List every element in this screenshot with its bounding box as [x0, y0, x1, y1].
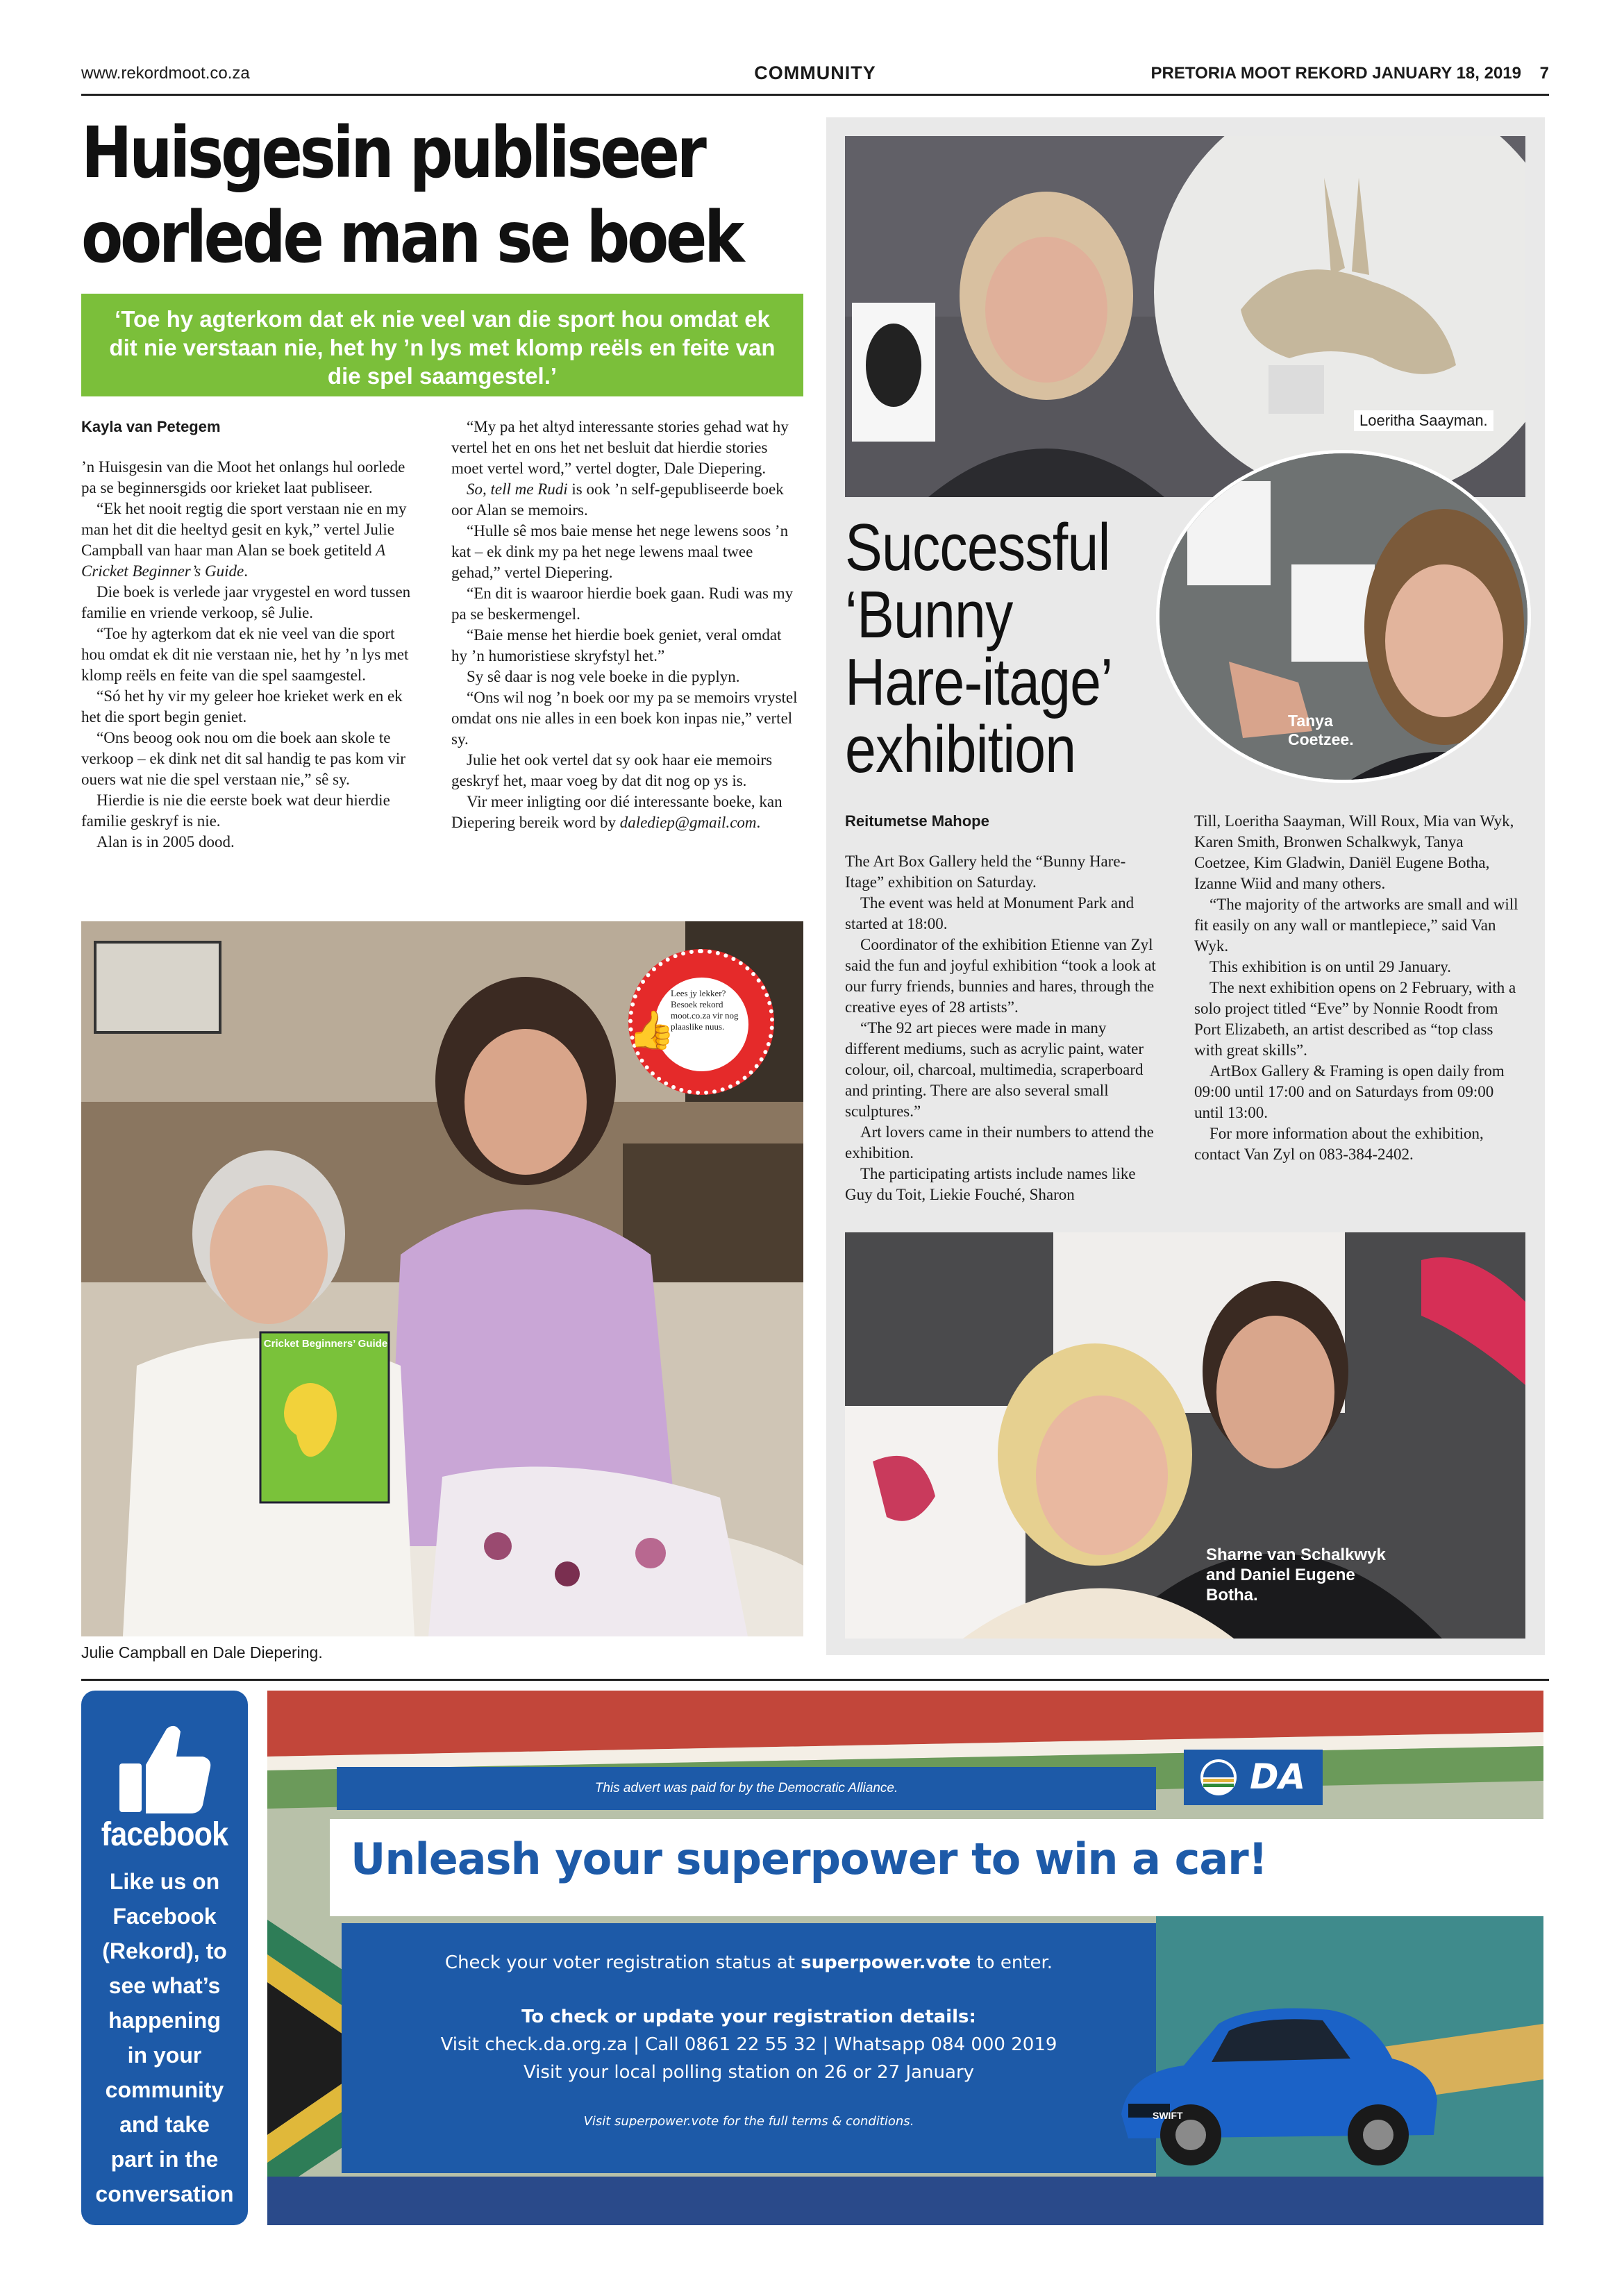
caption-loeritha: Loeritha Saayman. [1354, 410, 1493, 431]
registration-check-text [342, 1952, 1156, 1973]
paragraph: ’n Huisgesin van die Moot het onlangs hul oorlede pa se beginnersgids oor krieket laat publiseer. [81, 458, 405, 496]
paragraph: Alan is in 2005 dood. [97, 833, 235, 850]
terms-line: Visit superpower.vote for the full terms & conditions. [583, 2114, 914, 2129]
section-label: COMMUNITY [754, 62, 876, 83]
title-line-1: Successful [845, 510, 1110, 585]
promo-line: happening [108, 2008, 221, 2033]
photo-illustration [845, 136, 1525, 497]
promo-line: Facebook [112, 1904, 217, 1929]
promo-line: (Rekord), to [102, 1938, 227, 1963]
title-line-3: Hare-itage’ [845, 645, 1113, 719]
photo-julie-and-dale [81, 921, 803, 1636]
paragraph: Sy sê daar is nog vele boeke in die pyplyn. [467, 668, 740, 685]
feature-column-1 [845, 811, 1164, 1205]
caption-sharne-and-daniel [1206, 1545, 1386, 1605]
ad-info-box [342, 1923, 1156, 2173]
text: to enter. [971, 1952, 1053, 1973]
facebook-promo-text [88, 1864, 241, 2211]
da-logo [1184, 1750, 1323, 1805]
promo-line: part in the [110, 2147, 219, 2172]
paragraph: “The 92 art pieces were made in many different mediums, such as acrylic paint, water colour, oil, charcoal, multimedia, scraperboard and printing. There are also several small sculptures.” [845, 1019, 1144, 1120]
details-title: To check or update your registration details: [521, 2006, 976, 2027]
feature-headline [845, 510, 1113, 787]
book-title: Cricket Beginners’ Guide [263, 1338, 388, 1350]
caption-line: Sharne van Schalkwyk [1206, 1545, 1386, 1564]
article-headline [81, 111, 742, 280]
paragraph: The participating artists include names like Guy du Toit, Liekie Fouché, Sharon [845, 1165, 1136, 1203]
paragraph: “Só het hy vir my geleer hoe krieket werk en ek het die sport begin geniet. [81, 687, 403, 726]
site-url[interactable]: www.rekordmoot.co.za [81, 64, 250, 83]
promo-line: see what’s [108, 1973, 221, 1998]
paragraph: “Hulle sê mos baie mense het nege lewens soos ’n kat – ek dink my pa het nege lewens maal twee gehad,” vertel Diepering. [451, 522, 789, 581]
paragraph: “The majority of the artworks are small and will fit easily on any wall or mantlepiece,” said Van Wyk. [1194, 896, 1518, 955]
polling-line: Visit your local polling station on 26 or 27 January [523, 2062, 975, 2083]
paragraph: For more information about the exhibition, contact Van Zyl on 083-384-2402. [1194, 1125, 1484, 1163]
superpower-link[interactable]: superpower.vote [801, 1952, 971, 1973]
promo-line: Like us on [109, 1869, 220, 1894]
paragraph: “Ons beoog ook nou om die boek aan skole te verkoop – ek dink net dit sal handig te pas kom vir ouers wat nie die spel verstaan nie,” sê sy. [81, 729, 405, 788]
title-line-4: exhibition [845, 712, 1076, 787]
paragraph: “Toe hy agterkom dat ek nie veel van die sport hou omdat ek dit nie verstaan nie, het hy ’n lys met klomp reëls en feite van die spel saamgestel. [81, 625, 409, 684]
article-column-1 [81, 417, 421, 853]
promo-line: community [105, 2077, 224, 2102]
facebook-wordmark: facebook [101, 1816, 228, 1853]
paragraph: Art lovers came in their numbers to attend the exhibition. [845, 1123, 1154, 1162]
thumbs-up-icon: 👍 [628, 1009, 676, 1051]
da-logo-text: DA [1250, 1757, 1306, 1797]
page-number: 7 [1539, 64, 1549, 83]
car-image [1100, 1982, 1448, 2177]
contact-line: Visit check.da.org.za | Call 0861 22 55 32 | Whatsapp 084 000 2019 [440, 2034, 1057, 2055]
paragraph: Vir meer inligting oor dié interessante boeke, kan Diepering bereik word by dalediep@gmail.com. [451, 793, 782, 831]
paragraph: “En dit is waaroor hierdie boek gaan. Rudi was my pa se beskermengel. [451, 585, 794, 623]
headline-line-2: oorlede man se boek [81, 196, 742, 279]
photo-sharne-and-daniel [845, 1232, 1525, 1639]
paragraph: This exhibition is on until 29 January. [1209, 958, 1451, 975]
da-advertisement[interactable] [267, 1691, 1543, 2225]
paragraph: “Ons wil nog ’n boek oor my pa se memoirs vrystel omdat ons nie alles in een boek kon inpas nie,” vertel sy. [451, 689, 798, 748]
photo-illustration [845, 1232, 1525, 1639]
byline: Reitumetse Mahope [845, 812, 989, 830]
caption-line: and Daniel Eugene [1206, 1566, 1355, 1584]
read-more-sticker[interactable] [628, 949, 774, 1095]
paragraph: Till, Loeritha Saayman, Will Roux, Mia van Wyk, Karen Smith, Bronwen Schalkwyk, Tanya Coetzee, Kim Gladwin, Daniël Eugene Botha, Izanne Wiid and many others. [1194, 812, 1514, 892]
sticker-text: Lees jy lekker? Besoek rekord moot.co.za vir nog plaaslike nuus. [671, 988, 739, 1032]
paragraph: Julie het ook vertel dat sy ook haar eie memoirs geskryf het, maar voeg by dat dit nog op ys is. [451, 751, 773, 789]
ad-disclaimer: This advert was paid for by the Democratic Alliance. [337, 1767, 1156, 1810]
paragraph: ArtBox Gallery & Framing is open daily from 09:00 until 17:00 and on Saturdays from 09:00 until 13:00. [1194, 1062, 1505, 1121]
facebook-promo[interactable] [81, 1691, 248, 2225]
caption-line: Botha. [1206, 1586, 1258, 1604]
text: Check your voter registration status at [444, 1952, 801, 1973]
feature-column-2 [1194, 811, 1521, 1165]
paragraph: The event was held at Monument Park and started at 18:00. [845, 894, 1135, 932]
title-line-2: ‘Bunny [845, 578, 1013, 652]
email-link[interactable]: dalediep@gmail.com [619, 814, 757, 831]
photo-loeritha [845, 136, 1525, 497]
car-badge: SWIFT [1153, 2110, 1183, 2121]
paragraph: “Ek het nooit regtig die sport verstaan nie en my man het dit die heeltyd gesit en kyk,” vertel Julie Campball van haar man Alan se boek getiteld A Cricket Beginner’s Guide. [81, 500, 407, 580]
paragraph: So, tell me Rudi is ook ’n self-gepubliseerde boek oor Alan se memoirs. [451, 480, 784, 519]
paragraph: Hierdie is nie die eerste boek wat deur hierdie familie geskryf is nie. [81, 791, 390, 830]
section-divider [81, 1679, 1549, 1681]
ad-headline: Unleash your superpower to win a car! [351, 1834, 1268, 1884]
paragraph: The next exhibition opens on 2 February, with a solo project titled “Eve” by Nonnie Roodt from Port Elizabeth, an artist described as “top class with great skills”. [1194, 979, 1516, 1059]
paragraph: “Baie mense het hierdie boek geniet, veral omdat hy ’n humoristiese skryfstyl het.” [451, 626, 782, 664]
promo-line: conversation [95, 2181, 234, 2206]
caption-line: Coetzee. [1288, 730, 1354, 748]
caption-line: Tanya [1288, 712, 1333, 730]
pull-quote: ‘Toe hy agterkom dat ek nie veel van die sport hou omdat ek dit nie verstaan nie, het hy ’n lys met klomp reëls en feite van die spel saamgestel.’ [81, 294, 803, 396]
thumbs-up-icon [112, 1715, 217, 1819]
promo-line: in your [127, 2043, 202, 2068]
article-column-2 [451, 417, 798, 833]
publication-date: PRETORIA MOOT REKORD JANUARY 18, 2019 [1150, 64, 1521, 83]
paragraph: “My pa het altyd interessante stories gehad wat hy vertel het en ons het net besluit dat hierdie stories moet vertel word,” vertel dogter, Dale Diepering. [451, 418, 789, 477]
paragraph: Die boek is verlede jaar vrygestel en word tussen familie en vriende verkoop, sê Julie. [81, 583, 411, 621]
promo-line: and take [119, 2112, 210, 2137]
paragraph: The Art Box Gallery held the “Bunny Hare-Itage” exhibition on Saturday. [845, 853, 1126, 891]
paragraph: Coordinator of the exhibition Etienne van Zyl said the fun and joyful exhibition “took a look at our furry friends, bunnies and hares, through the creative eyes of 28 artists”. [845, 936, 1156, 1016]
headline-line-1: Huisgesin publiseer [81, 112, 704, 194]
byline: Kayla van Petegem [81, 418, 221, 435]
page-header [81, 61, 1549, 96]
caption-tanya [1288, 712, 1354, 749]
photo-caption: Julie Campball en Dale Diepering. [81, 1643, 323, 1661]
